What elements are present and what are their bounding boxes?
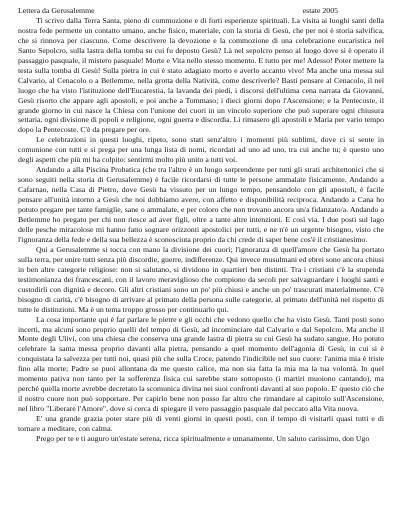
letter-title: Lettera da Gerusalemme xyxy=(18,6,95,15)
letter-paragraph-2: Le celebrazioni in questi luoghi, ripeto, sono stati senz'altro i momenti più sublimi, dove ci si sente in comunione con tutti e si prega per una lunga lista di nomi, ricordati ad uno ad uno, tra cui anche tu; è questo uno degli aspetti che più mi ha colpito: sentirmi molto più unito a tutti voi. xyxy=(18,135,384,165)
letter-paragraph-6: E' una grande grazia poter stare più di venti giorni in questi posti, con il tempo di visitarli quasi tutti e di tornare a meditare, con calma. xyxy=(18,414,384,434)
letter-paragraph-4: Qui a Gerusalemme si tocca con mano la divisione dei cuori; l'ignoranza di quell'amore che Gesù ha portato sulla terra, per unire tutti senza più discordie, guerre, indifferenze. Qui invece musulmani ed ebrei sono ancora chiusi in ben altre categorie religiose: non si salutano, si dividono in quartieri ben distinti. Tra i cristiani c'è la stupenda testimonianza dei francescani, con il lavoro meraviglioso che compiono da secoli per salvaguardare i luoghi santi e custodirli con dignità e decoro. Gli altri cristiani sono un po' più chiusi e anche un po' trascurati materialmente. C'è bisogno di carità, c'è bisogno di arrivare al primato della persona sulle categorie, al primato dell'unità nel rispetto di tutte le distinzioni. Ma è un tema troppo grosso per continuarlo qui. xyxy=(18,244,384,314)
letter-header xyxy=(18,6,384,16)
letter-page xyxy=(18,6,384,444)
letter-date: estate 2005 xyxy=(302,6,338,15)
letter-closing: Prego per te e ti auguro un'estate serena, ricca spiritualmente e umanamente. Un saluto carissimo, don Ugo xyxy=(36,433,370,443)
letter-paragraph-1: Ti scrivo dalla Terra Santa, pieno di commozione e di forti esperienze spirituali. La visita ai luoghi santi della nostra fede permette un contatto umano, anche fisico, materiale, con la storia di Gesù, che per noi è storia salvifica, che si rinnova per ciascuno. Come descrivere la devozione e la commozione di una celebrazione eucaristica nel Santo Sepolcro, sulla lastra della tomba su cui fu deposto Gesù? Là nel sepolcro penso al luogo dove si è operato il passaggio pasquale, il mistero pasquale! Morte e Vita nello stesso momento. E tutto per me! Adesso! Poter mettere la testa sulla tomba di Gesù! Sulla pietra in cui è stato adagiato morto e averlo accanto vivo! Ma anche una messa sul Calvario, al Cenacolo o a Betlemme, nella grotta della Natività, come descriverle? Basti pensare al Cenacolo, il nel luogo che ha visto l'istituzione dell'Eucarestia, la lavanda dei piedi, i discorsi dell'ultima cena narrata da Giovanni, Gesù risorto che appare agli apostoli, e poi anche a Tommaso; i dieci giorni dopo l'Ascensione; e la Pentecoste, il grande giorno in cui nasce la Chiesa con l'unione dei cuori in un vincolo superiore che può superare ogni chiusura settaria, ogni divisione di popoli e religione, ogni guerra e discordia. Li rimasero gli apostoli e Maria per vario tempo dopo la Pentecoste. C'è da pregare per ore. xyxy=(18,15,384,135)
letter-paragraph-5: La cosa importante qui è far parlare le pietre e gli occhi che vedono quello che ha visto Gesù. Tanti posti sono incerti, ma alcuni sono proprio quelli del tempo di Gesù, ad incominciare dal Calvario e dal Sepolcro. Ma anche il Monte degli Ulivi, con una chiesa che conserva una grande lastra di pietra su cui Gesù ha sudato sangue. Ho potuto celebrare la santa messa proprio davanti alla pietra, pensando a quel momento dell'agonia di Gesù, in cui si è conquistata la salvezza per tutti noi, quasi più che sulla Croce, patendo l'indicibile nel suo cuore: l'anima mia è triste fino alla morte; Padre se puoi allontana da me questo calice, ma non sia fatta la mia ma la tua volontà. In quel momento pativa non tanto per la sofferenza fisica cui sarebbe stato sottoposto (i martiri muoiono cantando), ma perché quella morte avrebbe decretato la scomunica divina nei suoi confronti davanti al suo popolo. E' questo ciò che il nostro cuore non può sopportare. Per capirlo bene non posso far altro che rimandare al capitolo sull'Ascensione, nel libro "Liberare l'Amore", dove si cerca di spiegare il vero passaggio pasquale dal peccato alla Vita nuova. xyxy=(18,314,384,414)
letter-paragraph-3: Andando a alla Piscina Probatica (che tra l'altro è un luogo sorprendente per tutti gli strati architettonici che si sono seguiti nella storia di Gerusalemme) è facile ricordarsi di tutte le persone ammalate fisicamente. Andando a Cafarnao, nella Casa di Pietro, dove Gesù ha vissuto per un lungo tempo, pensandolo con gli apostoli, è facile pensare all'unità intorno a Gesù che noi dobbiamo avere, con affetto e disponibilità reciproca. Andando a Cana ho potuto pregare per tante famiglie, sane o ammalate, e per coloro che non trovano ancora un/a fidanzato/a. Andando a Betlemme ho pregato per chi non riesce ad aver figli, oltre a tante altre intenzioni. E così via. I due posti sul lago delle pesche miracolose mi hanno fatto sognare orizzonti apostolici per tutti, e ne n'è un urgente bisogno, visto che l'ignoranza della fede e della sua bellezza è sconosciuta proprio da chi crede di saper bene cos'è il cristianesimo. xyxy=(18,165,384,244)
